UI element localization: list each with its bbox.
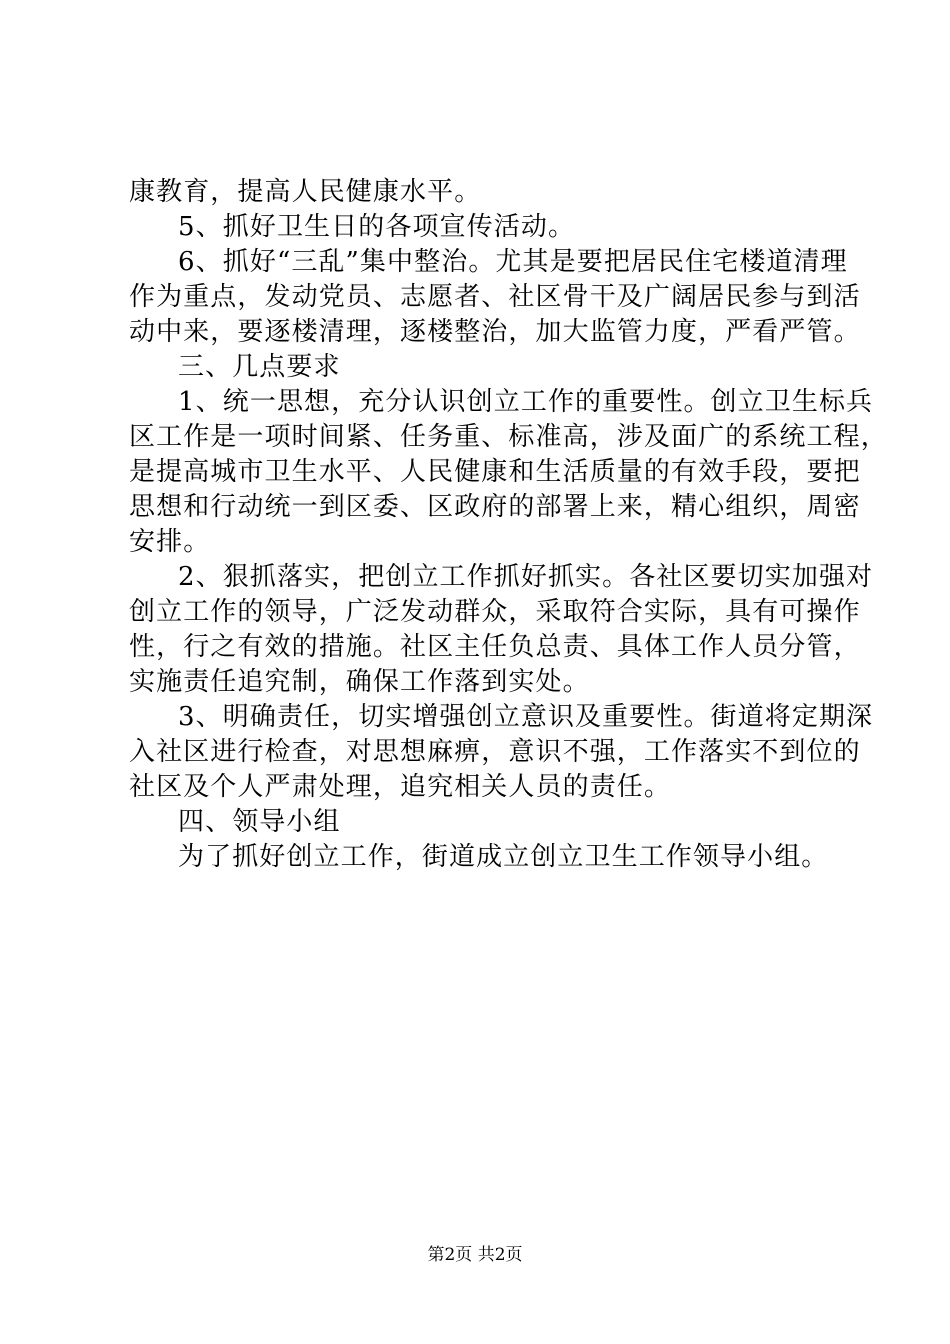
list-item-5: 5、抓好卫生日的各项宣传活动。	[178, 212, 576, 242]
body-line: 动中来，要逐楼清理，逐楼整治，加大监管力度，严看严管。	[129, 317, 861, 347]
body-line: 社区及个人严肃处理，追究相关人员的责任。	[129, 772, 672, 802]
list-item-6: 6、抓好“三乱”集中整治。尤其是要把居民住宅楼道清理	[178, 247, 848, 277]
body-line: 入社区进行检查，对思想麻痹，意识不强，工作落实不到位的	[129, 737, 861, 767]
page-number-footer: 第2页 共2页	[427, 1245, 523, 1265]
body-line: 是提高城市卫生水平、人民健康和生活质量的有效手段，要把	[129, 457, 861, 487]
requirement-item-3: 3、明确责任，切实增强创立意识及重要性。街道将定期深	[178, 702, 874, 732]
section-heading-requirements: 三、几点要求	[178, 352, 341, 382]
requirement-item-1: 1、统一思想，充分认识创立工作的重要性。创立卫生标兵	[178, 387, 874, 417]
body-line: 安排。	[129, 527, 211, 557]
body-line: 康教育，提高人民健康水平。	[129, 177, 482, 207]
body-line: 为了抓好创立工作，街道成立创立卫生工作领导小组。	[178, 842, 829, 872]
body-line: 区工作是一项时间紧、任务重、标准高，涉及面广的系统工程，	[129, 422, 888, 452]
body-line: 创立工作的领导，广泛发动群众，采取符合实际，具有可操作	[129, 597, 861, 627]
section-heading-leadership: 四、领导小组	[178, 807, 341, 837]
body-line: 实施责任追究制，确保工作落到实处。	[129, 667, 590, 697]
body-line: 作为重点，发动党员、志愿者、社区骨干及广阔居民参与到活	[129, 282, 861, 312]
requirement-item-2: 2、狠抓落实，把创立工作抓好抓实。各社区要切实加强对	[178, 562, 874, 592]
body-line: 思想和行动统一到区委、区政府的部署上来，精心组织，周密	[129, 492, 861, 522]
body-line: 性，行之有效的措施。社区主任负总责、具体工作人员分管，	[129, 632, 861, 662]
